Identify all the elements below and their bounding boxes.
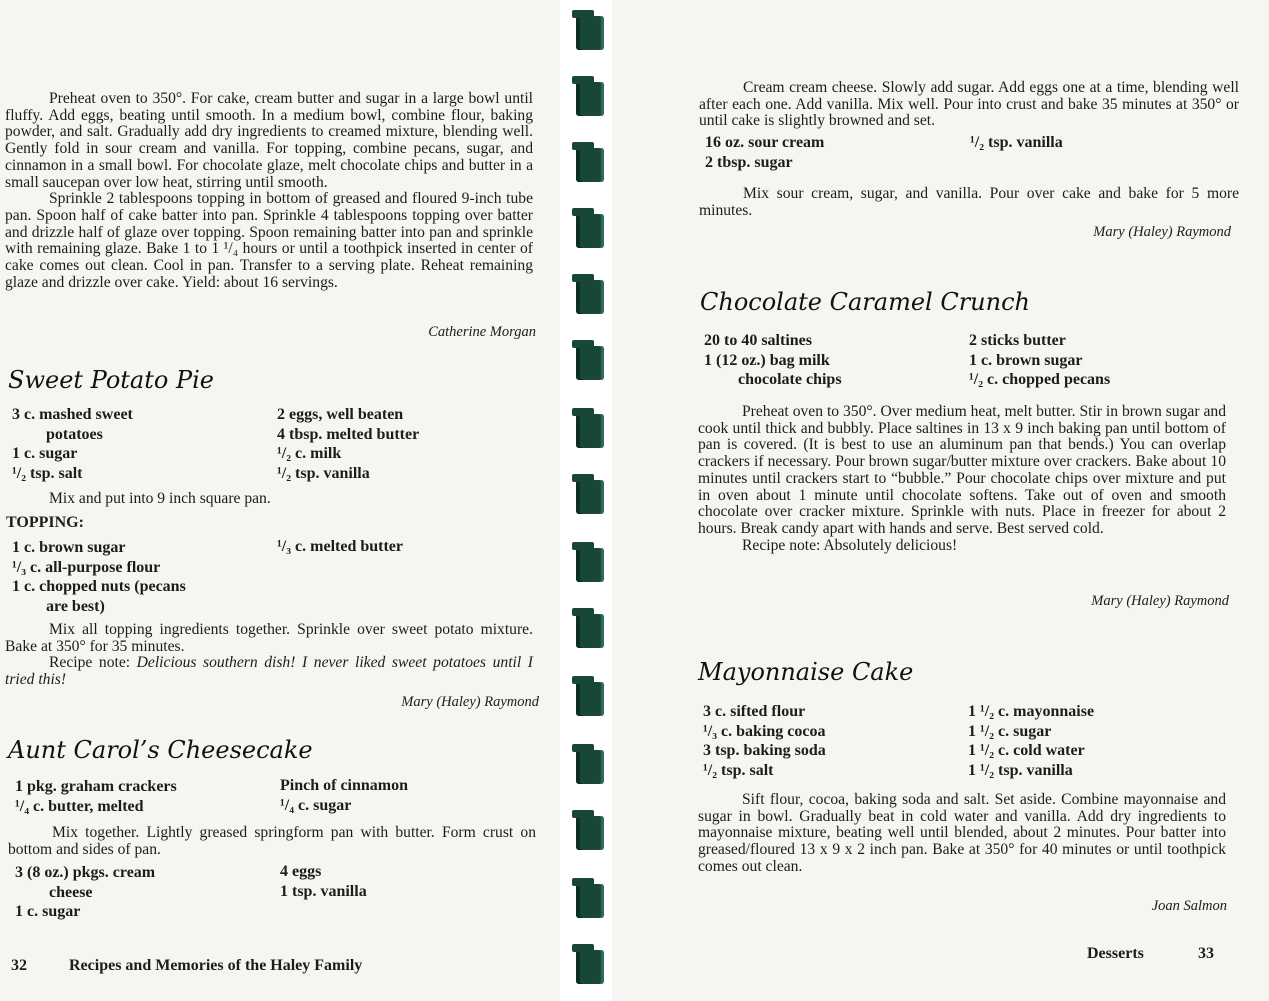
- sour-cream-topping-right: ¹/₂ tsp. vanilla: [970, 134, 1063, 151]
- recipe-title-cheesecake: Aunt Carol’s Cheesecake: [8, 736, 313, 764]
- binding-coil: [576, 750, 604, 784]
- topping-ingredients-right: ¹/₃ c. melted butter: [277, 538, 403, 555]
- recipe-title-chocolate-caramel-crunch: Chocolate Caramel Crunch: [700, 288, 1030, 316]
- ingredients-left: 3 c. mashed sweet potatoes 1 c. sugar ¹/₂ tsp. salt: [12, 406, 133, 482]
- binding-coil: [576, 548, 604, 582]
- page-number: 33: [1198, 945, 1214, 962]
- ingredients-right: 2 eggs, well beaten 4 tbsp. melted butter ¹/₂ c. milk ¹/₂ tsp. vanilla: [277, 406, 420, 482]
- binding-coil: [576, 214, 604, 248]
- cheesecake-step-1: Mix together. Lightly greased springform pan with butter. Form crust on bottom and sides of pan.: [8, 824, 536, 858]
- binding-coil: [576, 682, 604, 716]
- cheesecake-step-2: Mix sour cream, sugar, and vanilla. Pour over cake and bake for 5 more minutes.: [699, 185, 1239, 219]
- sour-cream-topping-left: 16 oz. sour cream 2 tbsp. sugar: [705, 134, 825, 171]
- recipe-author: Mary (Haley) Raymond: [1091, 593, 1229, 609]
- crust-ingredients-right: Pinch of cinnamon ¹/₄ c. sugar: [280, 777, 409, 814]
- binding-coil: [576, 280, 604, 314]
- cake-ingredients-right: 1 ¹/₂ c. mayonnaise 1 ¹/₂ c. sugar 1 ¹/₂ c. cold water 1 ¹/₂ tsp. vanilla: [968, 703, 1095, 779]
- page-number: 32: [11, 957, 27, 974]
- recipe-author: Mary (Haley) Raymond: [401, 694, 539, 710]
- pie-step-1: Mix and put into 9 inch square pan.: [49, 490, 271, 507]
- section-name: Desserts: [1087, 945, 1144, 962]
- topping-label: TOPPING:: [6, 514, 84, 531]
- crunch-ingredients-right: 2 sticks butter 1 c. brown sugar ¹/₂ c. chopped pecans: [969, 332, 1111, 389]
- cake-instructions: Sift flour, cocoa, baking soda and salt. Set aside. Combine mayonnaise and sugar in bowl. Gradually beat in cold water and vanilla. Add dry ingredients to mayonnaise mixture, beating well until blended, about 2 minutes. Pour batter into greased/floured 13 x 9 x 2 inch pan. Bake at 350° for 40 minutes or until toothpick comes out clean.: [698, 791, 1226, 875]
- right-page: [612, 0, 1269, 1001]
- binding-coil: [576, 480, 604, 514]
- cake-paragraph-2: Sprinkle 2 tablespoons topping in bottom of greased and floured 9-inch tube pan. Spoon half of cake batter into pan. Sprinkle 4 tablespoons topping over batter and drizzle half of glaze over topping. Spoon remaining batter into pan and sprinkle with remaining glaze. Bake 1 to 1 ¹/₄ hours or until a toothpick inserted in center of cake comes out clean. Cool in pan. Transfer to a serving plate. Reheat remaining glaze and drizzle over cake. Yield: about 16 servings.: [5, 190, 533, 291]
- recipe-title-sweet-potato-pie: Sweet Potato Pie: [8, 366, 214, 394]
- left-page: [0, 0, 560, 1001]
- crunch-note: Recipe note: Absolutely delicious!: [742, 536, 958, 554]
- topping-ingredients-left: 1 c. brown sugar ¹/₃ c. all-purpose flour 1 c. chopped nuts (pecans are best): [12, 539, 186, 615]
- cake-paragraph-1: Preheat oven to 350°. For cake, cream butter and sugar in a large bowl until fluffy. Add eggs, beating until smooth. In a medium bowl, combine flour, baking powder, and salt. Gradually add dry ingredients to creamed mixture, blending well. Gently fold in sour cream and vanilla. For topping, combine pecans, sugar, and cinnamon in a small bowl. For chocolate glaze, melt chocolate chips and butter in a small saucepan over low heat, stirring until smooth.: [5, 90, 533, 191]
- filling-ingredients-right: 4 eggs 1 tsp. vanilla: [280, 863, 367, 900]
- crunch-instructions: Preheat oven to 350°. Over medium heat, melt butter. Stir in brown sugar and cook until thick and bubbly. Place saltines in 13 x 9 inch baking pan until bottom of pan is covered. (It is best to use an aluminum pan that bends.) You can overlap crackers if necessary. Pour brown sugar/butter mixture over crackers. Bake about 10 minutes until crackers start to “bubble.” Pour chocolate chips over mixture and put in oven about 1 minute until chocolate softens. Take out of oven and smooth chocolate over cracker mixture. Sprinkle with nuts. Place in freezer for about 2 hours. Break candy apart with hands and serve. Best served cold. Recipe note: Absolutely delicious!: [698, 403, 1226, 554]
- binding-coil: [576, 148, 604, 182]
- binding-coil: [576, 816, 604, 850]
- binding-coil: [576, 414, 604, 448]
- pie-note: Recipe note: Delicious southern dish! I never liked sweet potatoes until I tried this!: [5, 654, 533, 689]
- binding-coil: [576, 614, 604, 648]
- binding-coil: [576, 346, 604, 380]
- filling-ingredients-left: 3 (8 oz.) pkgs. cream cheese 1 c. sugar: [15, 864, 156, 921]
- cheesecake-continued: Cream cream cheese. Slowly add sugar. Add eggs one at a time, blending well after each one. Add vanilla. Mix well. Pour into crust and bake 35 minutes at 350° or until cake is slightly browned and set.: [699, 79, 1239, 130]
- pie-step-2: Mix all topping ingredients together. Sprinkle over sweet potato mixture. Bake at 350° for 35 minutes. Recipe note: Delicious southern dish! I never liked sweet potatoes until I tried this!: [5, 621, 533, 689]
- book-title: Recipes and Memories of the Haley Family: [69, 957, 363, 974]
- recipe-title-mayonnaise-cake: Mayonnaise Cake: [698, 658, 914, 686]
- recipe-author: Mary (Haley) Raymond: [1093, 224, 1231, 240]
- binding-coil: [576, 884, 604, 918]
- cake-ingredients-left: 3 c. sifted flour ¹/₃ c. baking cocoa 3 tsp. baking soda ¹/₂ tsp. salt: [703, 703, 826, 779]
- crunch-ingredients-left: 20 to 40 saltines 1 (12 oz.) bag milk chocolate chips: [704, 332, 842, 389]
- recipe-author: Catherine Morgan: [428, 324, 536, 340]
- recipe-author: Joan Salmon: [1151, 898, 1227, 914]
- crust-ingredients-left: 1 pkg. graham crackers ¹/₄ c. butter, melted: [15, 778, 177, 815]
- binding-coil: [576, 82, 604, 116]
- binding-coil: [576, 950, 604, 984]
- binding-coil: [576, 16, 604, 50]
- cake-instructions: [5, 91, 533, 291]
- spiral-binding: [560, 0, 612, 1001]
